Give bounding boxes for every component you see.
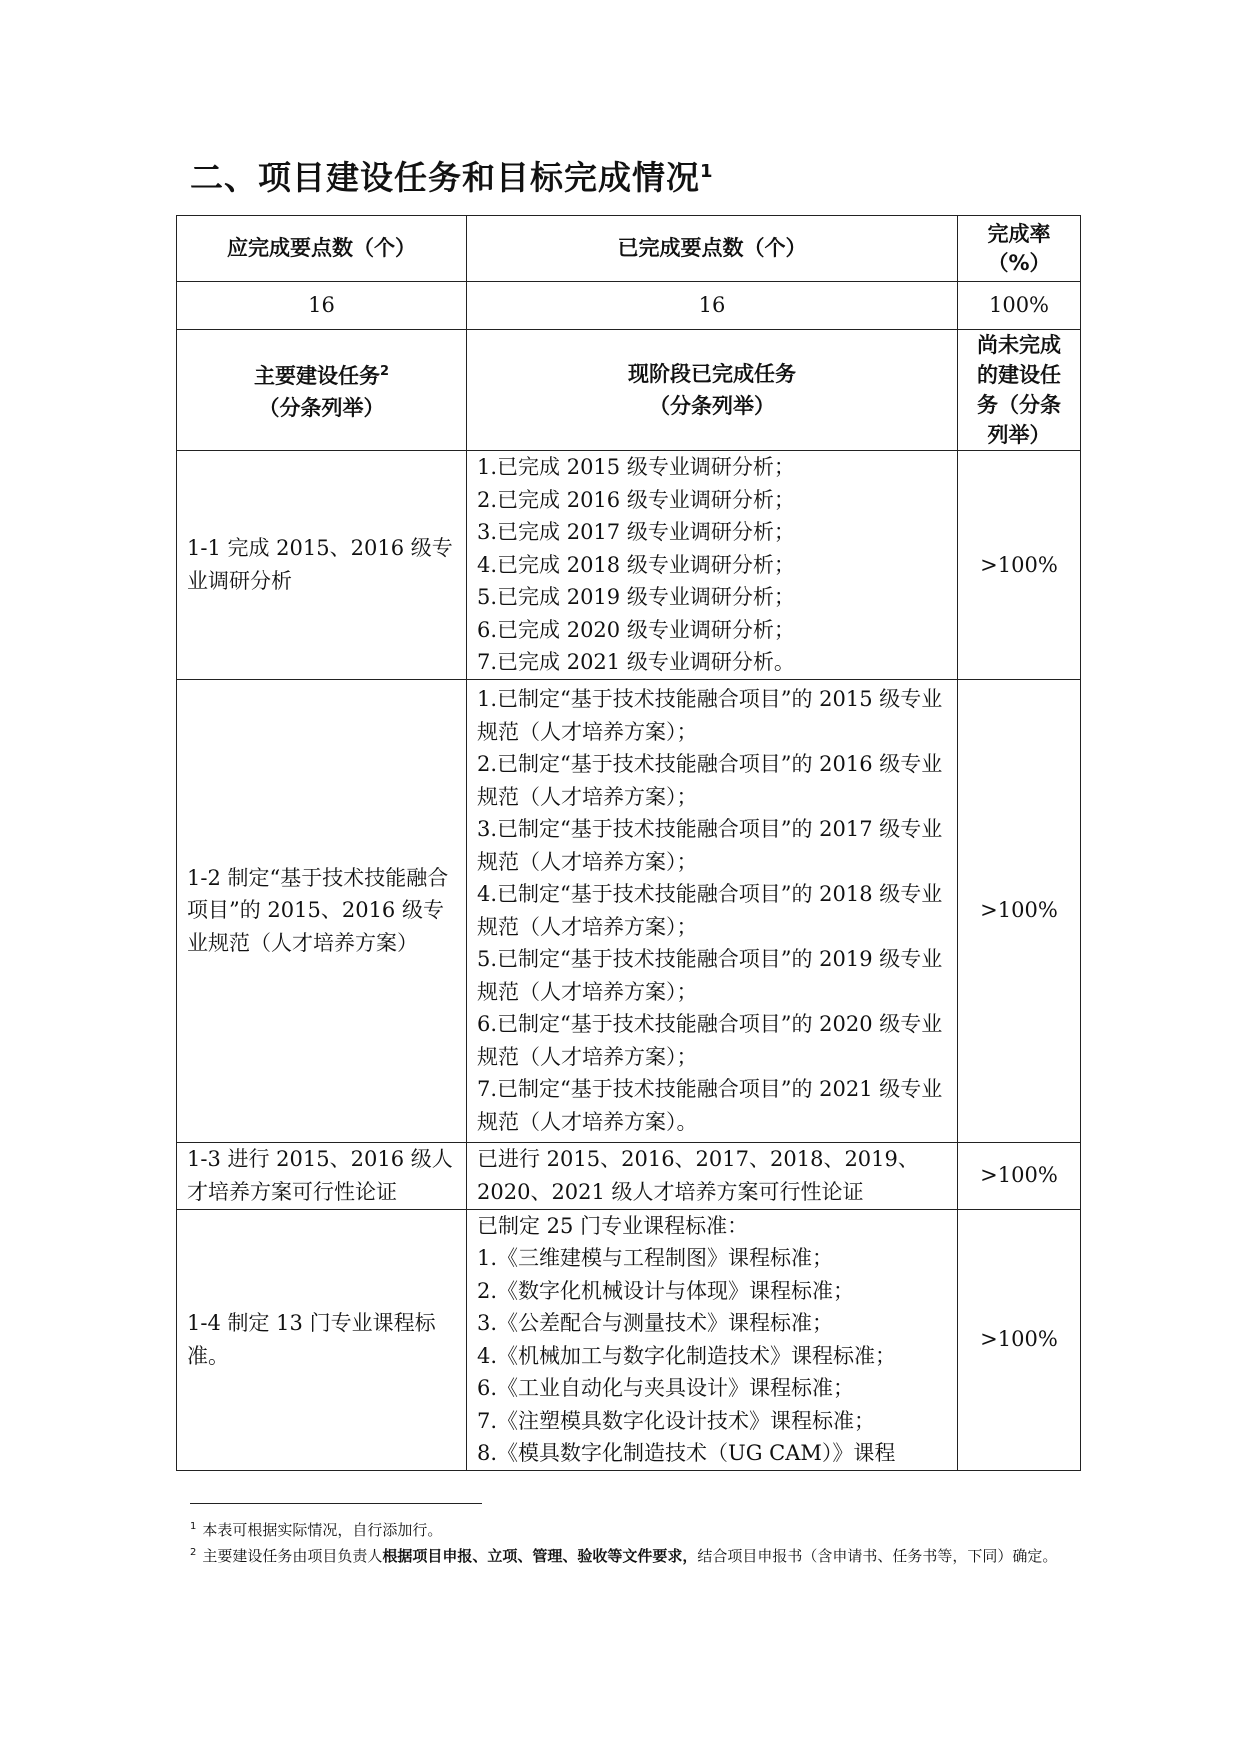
done-item: 1.已完成 2015 级专业调研分析； — [477, 455, 795, 479]
footnote-1-text: 本表可根据实际情况，自行添加行。 — [202, 1521, 443, 1539]
done-item: 已制定 25 门专业课程标准： — [477, 1213, 749, 1238]
done-item: 5.已完成 2019 级专业调研分析； — [477, 585, 795, 609]
done-item: 2.已完成 2016 级专业调研分析； — [477, 487, 795, 512]
done-item: 6.已完成 2020 级专业调研分析； — [477, 617, 795, 642]
done-item: 3.已制定“基于技术技能融合项目”的 2017 级专业规范（人才培养方案）； — [477, 817, 943, 874]
done-item: 1.已制定“基于技术技能融合项目”的 2015 级专业规范（人才培养方案）； — [477, 687, 943, 744]
rate-cell: >100% — [958, 1209, 1081, 1470]
done-item: 7.《注塑模具数字化设计技术》课程标准； — [477, 1408, 876, 1433]
done-list — [467, 451, 958, 680]
value-completed-points: 16 — [467, 282, 958, 330]
task-completion-table — [176, 215, 1081, 1471]
task-row — [177, 1209, 1081, 1470]
footnote-2 — [190, 1540, 1070, 1569]
section-heading — [190, 152, 714, 199]
done-item: 2.《数字化机械设计与体现》课程标准； — [477, 1278, 855, 1303]
header-main-tasks-line2: （分条列举） — [258, 396, 385, 420]
header-main-tasks — [177, 330, 467, 451]
header-completed-tasks-line1: 现阶段已完成任务 — [628, 361, 796, 386]
done-item: 7.已完成 2021 级专业调研分析。 — [477, 650, 795, 674]
header-completed-points: 已完成要点数（个） — [467, 216, 958, 282]
task-cell: 1-4 制定 13 门专业课程标准。 — [177, 1209, 467, 1470]
rate-cell: >100% — [958, 679, 1081, 1142]
summary-value-row — [177, 282, 1081, 330]
done-item: 6.已制定“基于技术技能融合项目”的 2020 级专业规范（人才培养方案）； — [477, 1012, 943, 1069]
header-completed-tasks — [467, 330, 958, 451]
rate-cell: >100% — [958, 451, 1081, 680]
header-completion-rate-line1: 完成率 — [987, 221, 1051, 246]
footnote-1-mark: 1 — [190, 1521, 197, 1532]
task-cell: 1-3 进行 2015、2016 级人才培养方案可行性论证 — [177, 1142, 467, 1209]
done-item: 4.已完成 2018 级专业调研分析； — [477, 552, 795, 577]
footnote-2-post: 结合项目申报书（含申请书、任务书等，下同）确定。 — [697, 1547, 1058, 1565]
task-row — [177, 1142, 1081, 1209]
footnote-ref-1[interactable]: 1 — [700, 161, 714, 182]
rate-cell: >100% — [958, 1142, 1081, 1209]
footnote-2-mark: 2 — [190, 1547, 197, 1558]
task-cell: 1-2 制定“基于技术技能融合项目”的 2015、2016 级专业规范（人才培养方案） — [177, 679, 467, 1142]
done-item: 已进行 2015、2016、2017、2018、2019、2020、2021 级人才培养方案可行性论证 — [477, 1147, 919, 1204]
done-list — [467, 1142, 958, 1209]
done-item: 5.已制定“基于技术技能融合项目”的 2019 级专业规范（人才培养方案）； — [477, 947, 943, 1004]
done-item: 3.《公差配合与测量技术》课程标准； — [477, 1311, 834, 1335]
detail-header-row — [177, 330, 1081, 451]
header-unfinished-tasks: 尚未完成的建设任务（分条列举） — [958, 330, 1081, 451]
footnote-2-pre: 主要建设任务由项目负责人 — [202, 1547, 383, 1565]
summary-header-row — [177, 216, 1081, 282]
done-item: 3.已完成 2017 级专业调研分析； — [477, 520, 795, 544]
section-heading-text: 二、项目建设任务和目标完成情况 — [190, 158, 700, 197]
done-list — [467, 679, 958, 1142]
done-list — [467, 1209, 958, 1470]
done-item: 2.已制定“基于技术技能融合项目”的 2016 级专业规范（人才培养方案）； — [477, 752, 943, 809]
header-required-points: 应完成要点数（个） — [177, 216, 467, 282]
task-cell: 1-1 完成 2015、2016 级专业调研分析 — [177, 451, 467, 680]
footnote-1 — [190, 1514, 1070, 1543]
done-item: 1.《三维建模与工程制图》课程标准； — [477, 1246, 834, 1270]
done-item: 7.已制定“基于技术技能融合项目”的 2021 级专业规范（人才培养方案）。 — [477, 1077, 943, 1134]
task-row — [177, 679, 1081, 1142]
header-completed-tasks-line2: （分条列举） — [649, 394, 775, 418]
done-item: 8.《模具数字化制造技术（UG CAM）》课程 — [477, 1441, 896, 1465]
done-item: 4.《机械加工与数字化制造技术》课程标准； — [477, 1343, 897, 1368]
done-item: 6.《工业自动化与夹具设计》课程标准； — [477, 1376, 855, 1400]
value-required-points: 16 — [177, 282, 467, 330]
footnote-ref-2[interactable]: 2 — [379, 363, 390, 379]
task-row — [177, 451, 1081, 680]
header-main-tasks-line1: 主要建设任务 — [253, 363, 380, 388]
footnote-divider — [190, 1503, 482, 1504]
done-item: 4.已制定“基于技术技能融合项目”的 2018 级专业规范（人才培养方案）； — [477, 882, 943, 939]
header-completion-rate — [958, 216, 1081, 282]
footnote-2-bold: 根据项目申报、立项、管理、验收等文件要求， — [382, 1547, 698, 1565]
value-completion-rate: 100% — [958, 282, 1081, 330]
header-completion-rate-line2: （%） — [987, 250, 1051, 275]
